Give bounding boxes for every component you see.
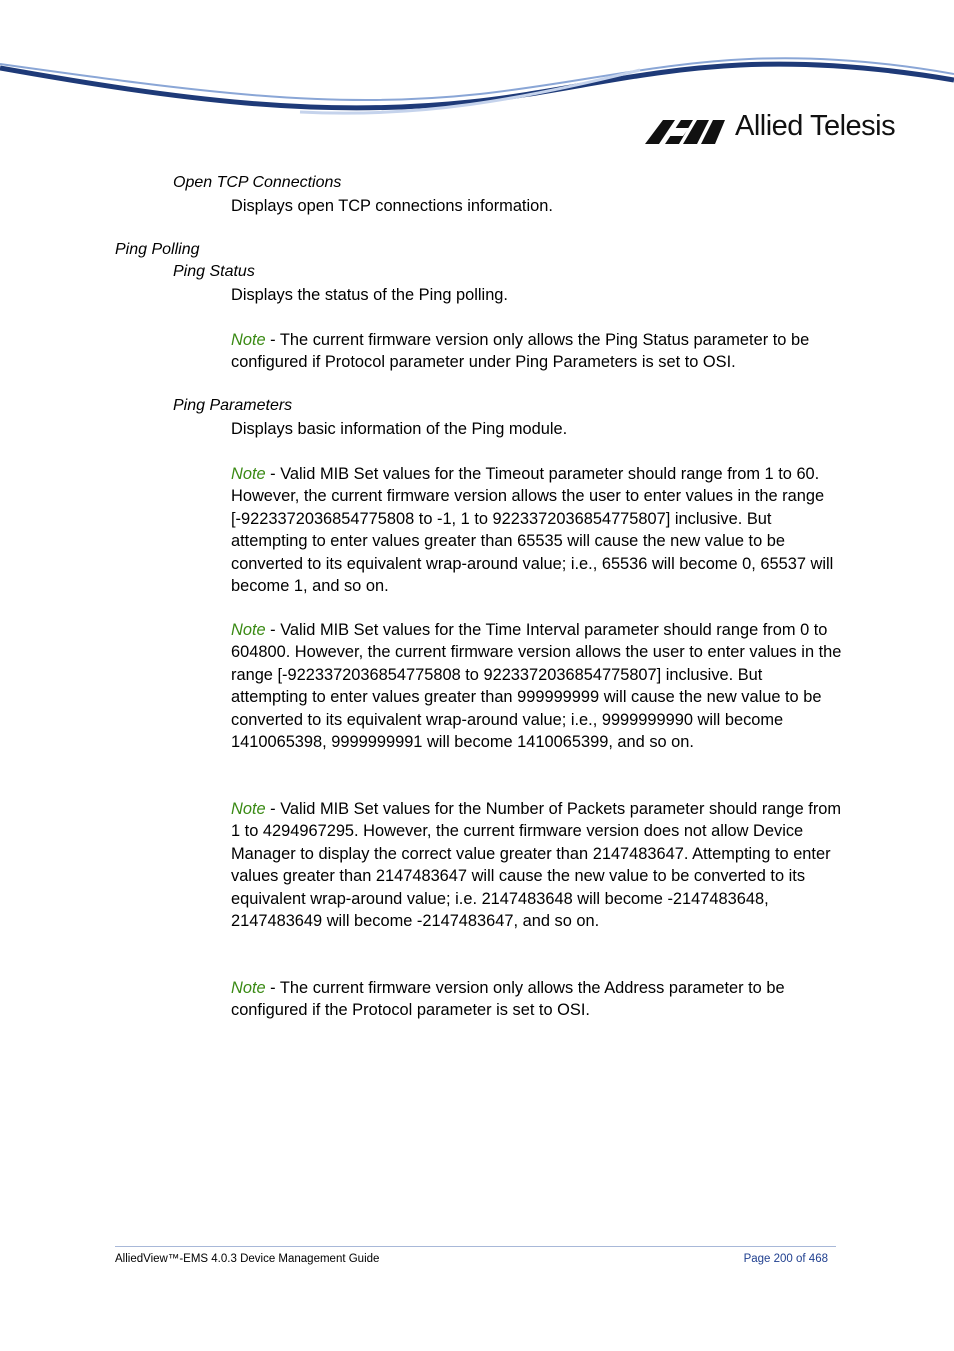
- ping-status-note: [231, 329, 843, 374]
- heading-ping-parameters: Ping Parameters: [173, 397, 293, 414]
- allied-telesis-logo: [645, 108, 905, 148]
- note-label: Note: [231, 979, 266, 997]
- footer-document-title: AlliedView™-EMS 4.0.3 Device Management Guide: [115, 1253, 380, 1265]
- footer-divider: [115, 1246, 836, 1247]
- note-text: - The current firmware version only allows the Address parameter to be configured if the Protocol parameter is set to OSI.: [231, 979, 785, 1020]
- heading-ping-polling: Ping Polling: [115, 241, 200, 258]
- note-label: Note: [231, 800, 266, 818]
- allied-telesis-logo-mark-icon: [645, 114, 727, 146]
- note-label: Note: [231, 465, 266, 483]
- ping-status-description: Displays the status of the Ping polling.: [231, 286, 508, 304]
- note-text: - The current firmware version only allows the Ping Status parameter to be configured if Protocol parameter under Ping Parameters is set to OSI.: [231, 331, 810, 372]
- heading-open-tcp-connections: Open TCP Connections: [173, 174, 342, 191]
- note-text: - Valid MIB Set values for the Number of Packets parameter should range from 1 to 4294967295. However, the current firmware version does not allow Device Manager to display the correct value greater than 2147483647. Attempting to enter values greater than 2147483647 will cause the new value to be converted to its equivalent wrap-around value; i.e. 2147483648 will become -2147483648, 2147483649 will become -2147483647, and so on.: [231, 800, 842, 931]
- open-tcp-description: Displays open TCP connections information.: [231, 197, 553, 215]
- note-text: - Valid MIB Set values for the Timeout parameter should range from 1 to 60. However, the current firmware version allows the user to enter values in the range [-9223372036854775808 to -1, 1 to 9223372036854775807] inclusive. But attempting to enter values greater than 65535 will cause the new value to be converted to its equivalent wrap-around value; i.e., 65536 will become 0, 65537 will become 1, and so on.: [231, 465, 834, 596]
- ping-parameters-description: Displays basic information of the Ping module.: [231, 420, 568, 438]
- brand-name: Allied Telesis: [735, 110, 896, 142]
- note-number-of-packets: [231, 798, 843, 932]
- note-time-interval: [231, 619, 843, 753]
- note-text: - Valid MIB Set values for the Time Interval parameter should range from 0 to 604800. However, the current firmware version allows the user to enter values in the range [-9223372036854775808 to 9223372036854775807] inclusive. But attempting to enter values greater than 999999999 will cause the new value to be converted to its equivalent wrap-around value; i.e., 9999999990 will become 1410065398, 9999999991 will become 1410065399, and so on.: [231, 621, 842, 752]
- heading-ping-status: Ping Status: [173, 263, 255, 280]
- note-timeout: [231, 463, 843, 597]
- note-label: Note: [231, 621, 266, 639]
- footer-page-number: Page 200 of 468: [743, 1253, 828, 1265]
- note-address: [231, 977, 843, 1022]
- note-label: Note: [231, 331, 266, 349]
